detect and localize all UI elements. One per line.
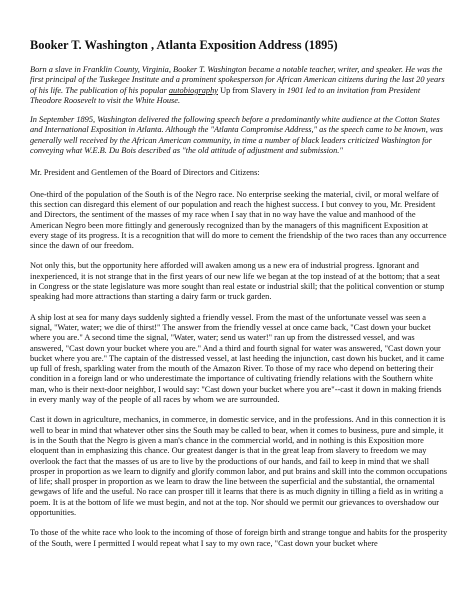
- intro-text-end: in 1901 led to an invitation from President Theodore Roosevelt to visit the White House.: [30, 85, 421, 105]
- speech-paragraph-1: One-third of the population of the South is of the Negro race. No enterprise seeking the material, civil, or moral welfare of this section can disregard this element of our population and reach the highest success. I but convey to you, Mr. President and Directors, the sentiment of the masses of my race when I say that in no way have the value and manhood of the American Negro been more fittingly and generously recognized than by the managers of this magnificent Exposition at every stage of its progress. It is a recognition that will do more to cement the friendship of the two races than any occurrence since the dawn of our freedom.: [30, 189, 447, 251]
- autobiography-link[interactable]: autobiography: [168, 85, 218, 95]
- speech-paragraph-2: Not only this, but the opportunity here afforded will awaken among us a new era of industrial progress. Ignorant and inexperienced, it is not strange that in the first years of our new life we began at the top instead of at the bottom; that a seat in Congress or the state legislature was more sought than real estate or industrial skill; that the political convention or stump speaking had more attractions than starting a dairy farm or truck garden.: [30, 261, 445, 302]
- intro-paragraph-1: [30, 65, 448, 106]
- intro-paragraph-2: In September 1895, Washington delivered the following speech before a predominantly white audience at the Cotton States and International Exposition in Atlanta. Although the "Atlanta Compromise Address," as the speech came to be known, was generally well received by the African American community, in time a number of black leaders criticized Washington for conveying what W.E.B. Du Bois described as "the old attitude of adjustment and submission.": [30, 115, 443, 156]
- document-title: Booker T. Washington , Atlanta Exposition Address (1895): [30, 38, 338, 52]
- speech-paragraph-3: A ship lost at sea for many days suddenly sighted a friendly vessel. From the mast of the unfortunate vessel was seen a signal, "Water, water; we die of thirst!" The answer from the friendly vessel at once came back, "Cast down your bucket where you are." A second time the signal, "Water, water; send us water!" ran up from the distressed vessel, and was answered, "Cast down your bucket where you are." And a third and fourth signal for water was answered, "Cast down your bucket where you are." The captain of the distressed vessel, at last heeding the injunction, cast down his bucket, and it came up full of fresh, sparkling water from the mouth of the Amazon River. To those of my race who depend on bettering their condition in a foreign land or who underestimate the importance of cultivating friendly relations with the Southern white man, who is their next-door neighbor, I would say: "Cast down your bucket where you are"--cast it down in making friends in every manly way of the people of all races by whom we are surrounded.: [30, 312, 445, 405]
- speech-paragraph-4: Cast it down in agriculture, mechanics, in commerce, in domestic service, and in the professions. And in this connection it is well to bear in mind that whatever other sins the South may be called to bear, when it comes to business, pure and simple, it is in the South that the Negro is given a man's chance in the commercial world, and in nothing is this Exposition more eloquent than in emphasizing this chance. Our greatest danger is that in the great leap from slavery to freedom we may overlook the fact that the masses of us are to live by the productions of our hands, and fail to keep in mind that we shall prosper in proportion as we learn to dignify and glorify common labor, and put brains and skill into the common occupations of life; shall prosper in proportion as we learn to draw the line between the superficial and the substantial, the ornamental gewgaws of life and the useful. No race can prosper till it learns that there is as much dignity in tilling a field as in writing a poem. It is at the bottom of life we must begin, and not at the top. Nor should we permit our grievances to overshadow our opportunities.: [30, 415, 447, 517]
- book-title: Up from Slavery: [217, 85, 277, 95]
- intro-text: Born a slave in Franklin County, Virginia, Booker T. Washington became a notable teacher, writer, and speaker. He was the first principal of the Tuskegee Institute and a prominent spokesperson for African American citizens during the last 20 years of his life. The publication of his popular: [30, 65, 445, 95]
- speech-salutation: Mr. President and Gentlemen of the Board of Directors and Citizens:: [30, 168, 260, 178]
- speech-paragraph-5: To those of the white race who look to the incoming of those of foreign birth and strange tongue and habits for the prosperity of the South, were I permitted I would repeat what I say to my own race, "Cast down your bucket where: [30, 528, 448, 548]
